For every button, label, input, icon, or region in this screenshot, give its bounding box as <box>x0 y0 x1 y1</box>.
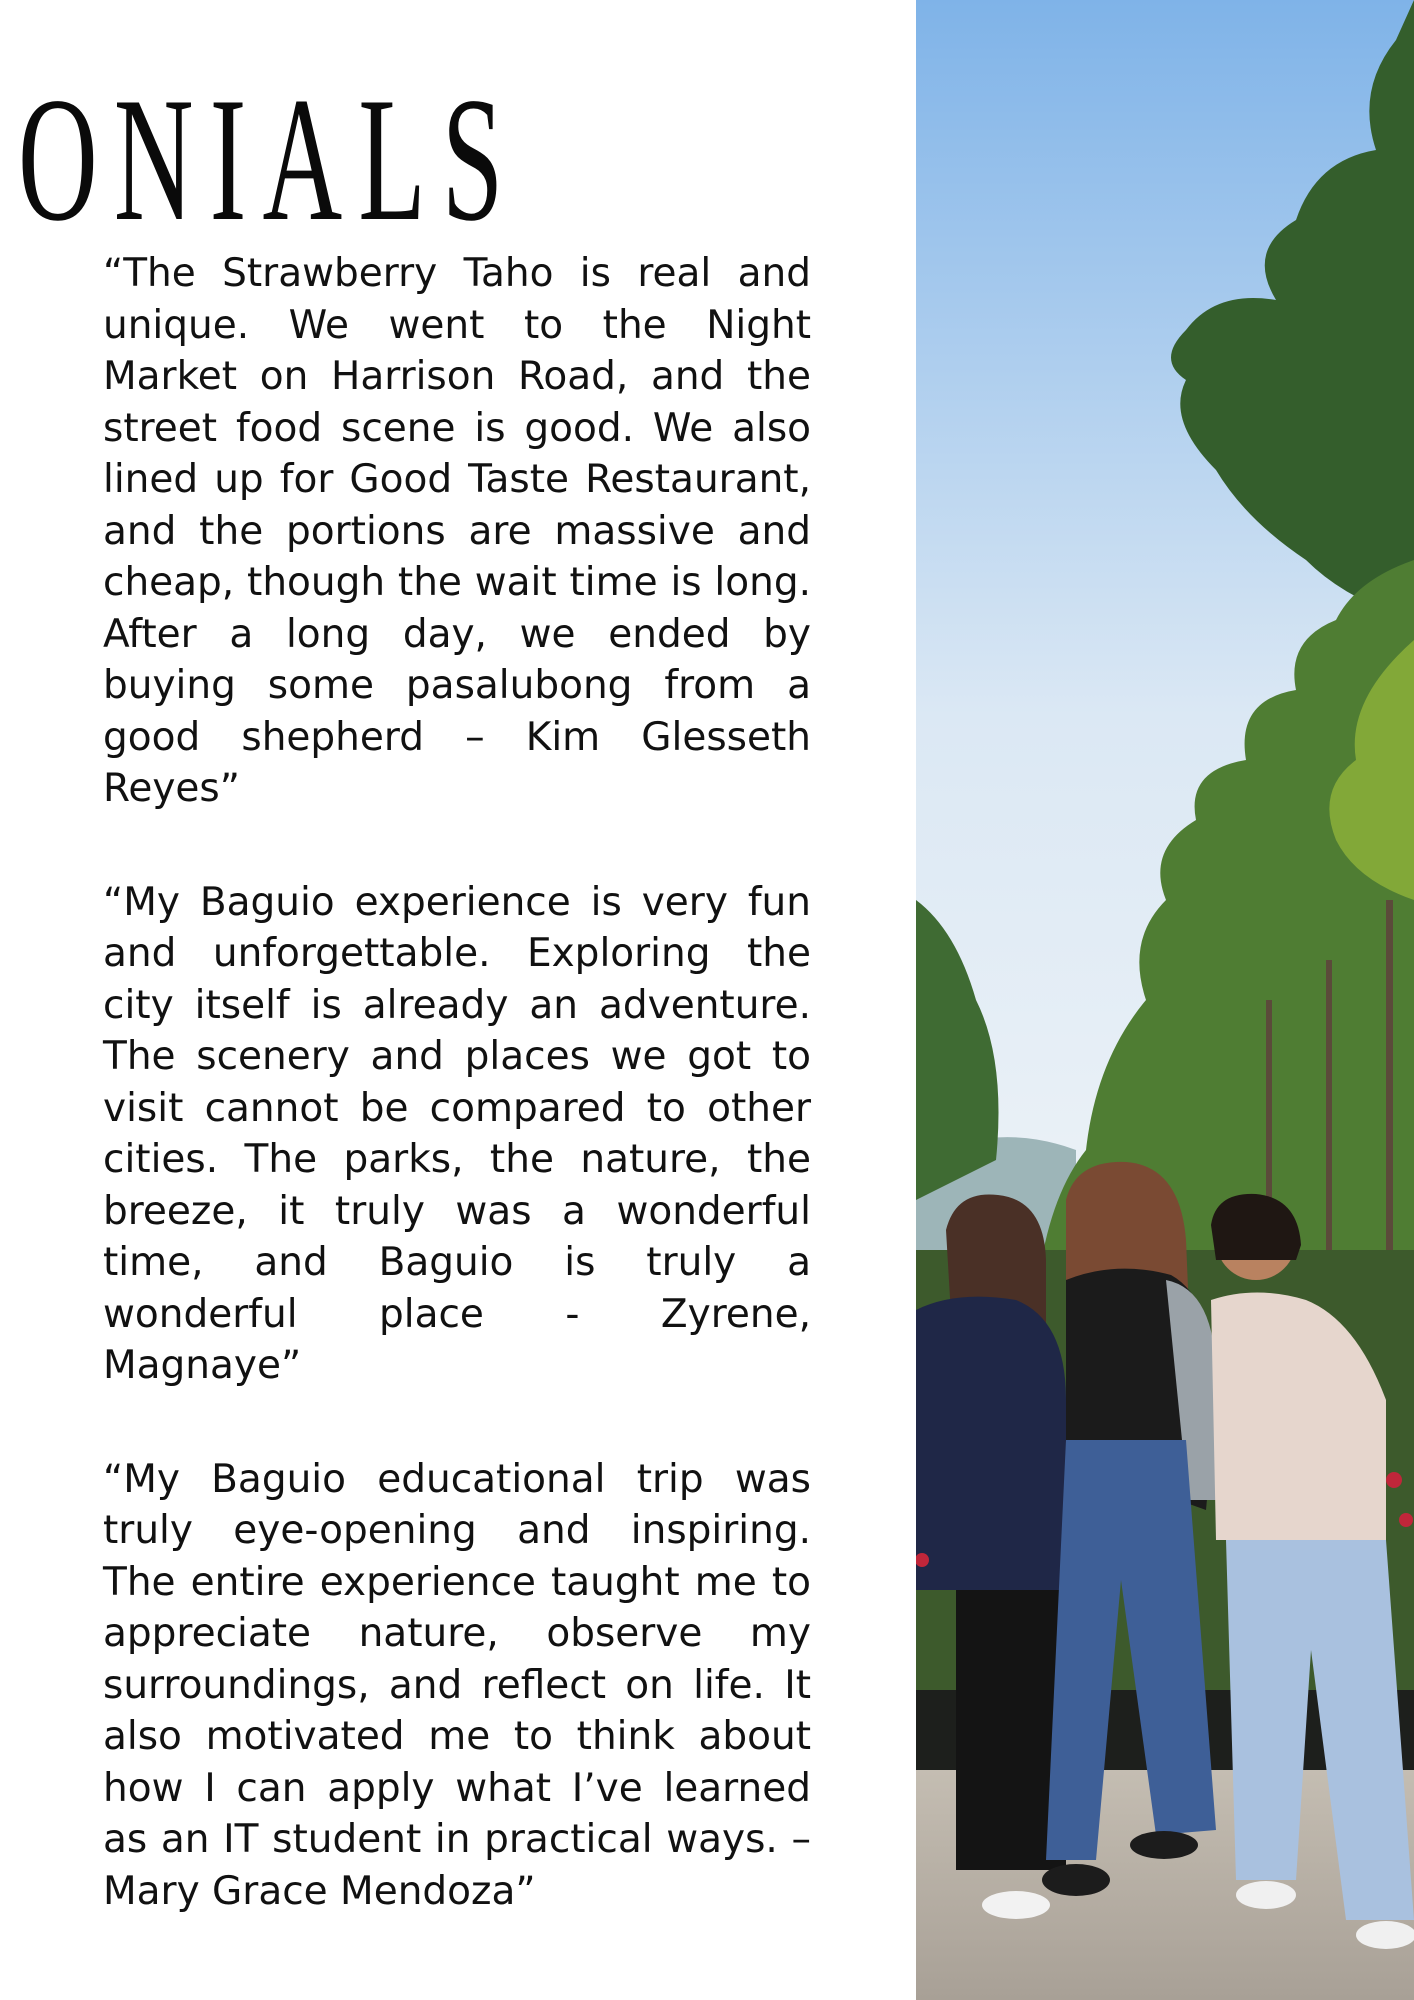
flower <box>1386 1472 1402 1488</box>
page-heading: ONIALS <box>18 60 520 258</box>
testimonial-quote: “My Baguio experience is very fun and unforgettable. Exploring the city itself is already an adventure. The scenery and places we got to visit cannot be compared to other cities. The parks, the nature, the breeze, it truly was a wonderful time, and Baguio is truly a wonderful place - Zyrene, Magnaye” <box>103 879 811 1388</box>
group-photo <box>916 0 1414 2000</box>
testimonial-quote: “My Baguio educational trip was truly eye-opening and inspiring. The entire experience taught me to appreciate nature, observe my surroundings, and reflect on life. It also motivated me to think about how I can apply what I’ve learned as an IT student in practical ways. – Mary Grace Mendoza” <box>103 1456 811 1914</box>
tree-trunk <box>1386 900 1393 1260</box>
flower <box>1399 1513 1413 1527</box>
testimonial-quote: “The Strawberry Taho is real and unique. We went to the Night Market on Harrison Road, and the street food scene is good. We also lined up for Good Taste Restaurant, and the portions are massive and cheap, though the wait time is long. After a long day, we ended by buying some pasalubong from a good shepherd – Kim Glesseth Reyes” <box>103 251 811 811</box>
tree-trunk <box>1326 960 1332 1260</box>
group-photo-illustration <box>916 0 1414 2000</box>
testimonial-list <box>103 248 811 1979</box>
